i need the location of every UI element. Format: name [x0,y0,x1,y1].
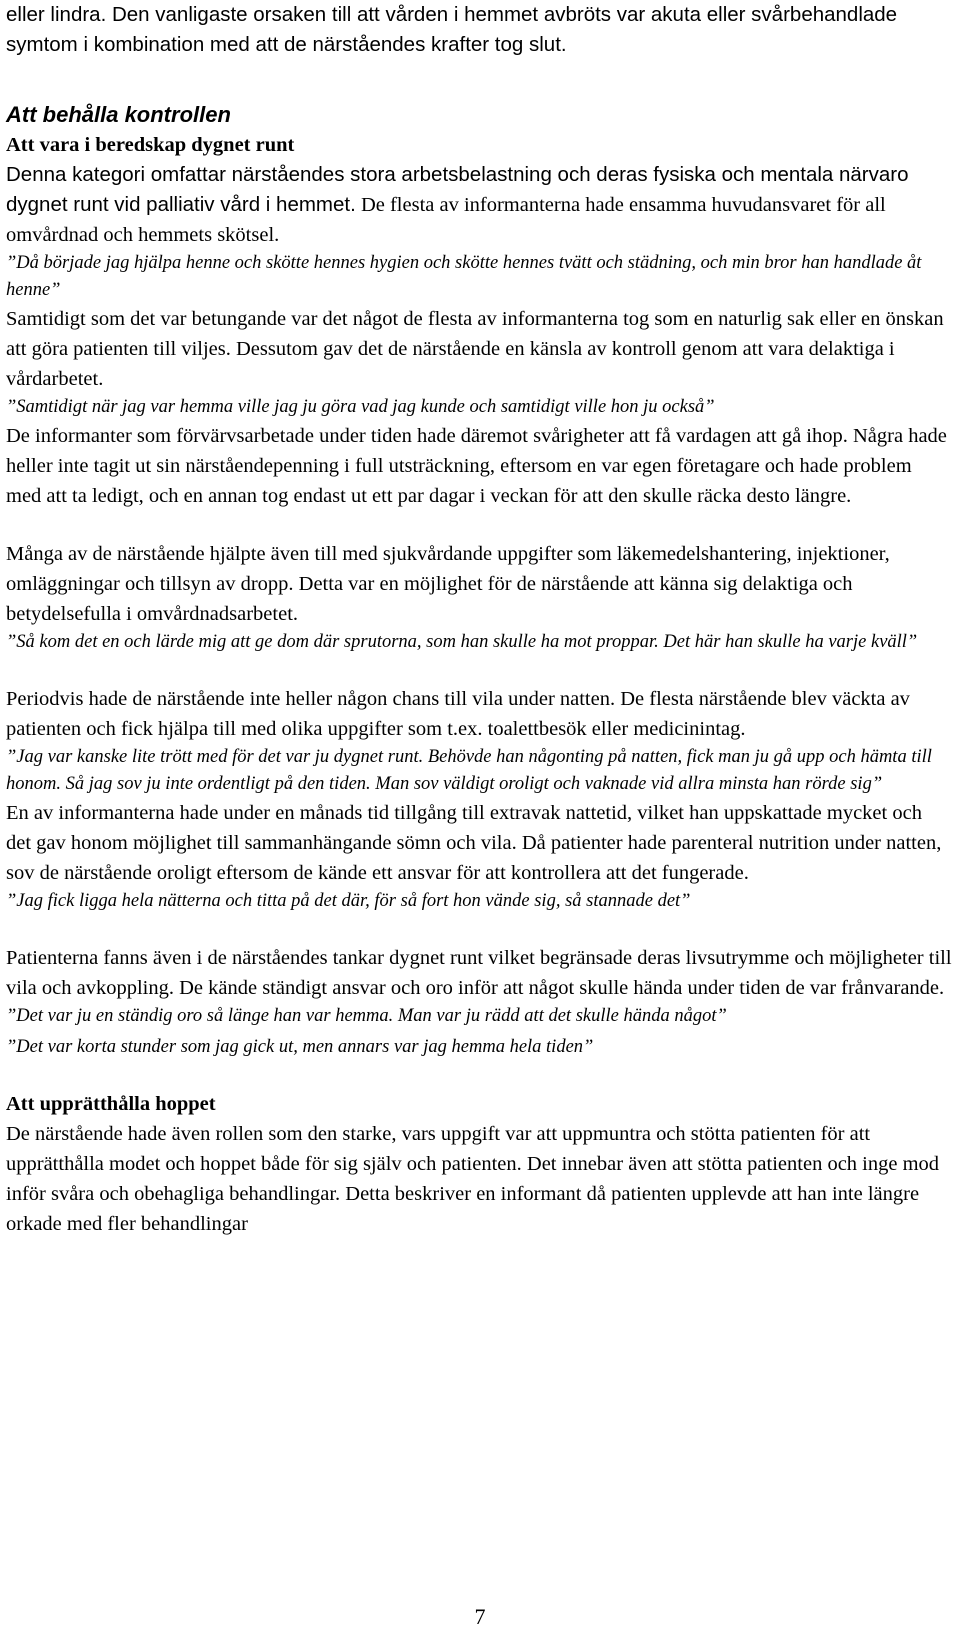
spacer [6,1061,952,1089]
quote: ”Det var ju en ständig oro så länge han var hemma. Man var ju rädd att det skulle hända något” [6,1006,727,1026]
body-text: De flesta av informanterna hade ensamma huvudansvaret för all omvårdnad och hemmets skötsel. [6,194,886,246]
quote: ”Det var korta stunder som jag gick ut, men annars var jag hemma hela tiden” [6,1037,594,1057]
body-text: Då patienter hade parenteral nutrition under natten, sov de närstående oroligt eftersom de kände ett ansvar för att kontrollera att det fungerade. [6,832,942,884]
spacer [6,511,952,539]
page-number: 7 [474,1604,486,1629]
body-text: Detta var en möjlighet för de närstående att känna sig delaktiga och betydelsefulla i omvårdnadsarbetet. [6,573,853,625]
subsection-heading: Att vara i beredskap dygnet runt [6,134,295,156]
continuation-text: eller lindra. Den vanligaste orsaken till att vården i hemmet avbröts var akuta eller svårbehandlade symtom i kombination med att de närståendes krafter tog slut. [6,3,898,56]
body-paragraph [6,1119,952,1239]
body-text: Periodvis hade de närstående inte heller någon chans till vila under natten. [6,688,616,710]
body-text: De närstående hade även rollen som den starke, vars uppgift var att uppmuntra och stötta patienten för att upprätthålla modet och hoppet både för sig själv och patienten. Det innebar även att stötta patienten och inge mod inför svåra och obehagliga behandlingar. Detta beskriver en informant då patienten upplevde att han inte längre orkade med fler behandlingar [6,1123,940,1235]
body-paragraph [6,539,952,629]
body-text: Patienterna fanns även i de närståendes tankar dygnet runt vilket begränsade deras livsutrymme och möjligheter till vila och avkoppling. [6,947,952,999]
document-page [6,0,952,1239]
spacer [6,915,952,943]
body-text: De kände ständigt ansvar och oro inför att något skulle hända under tiden de var frånvarande. [179,977,945,999]
quote: ”Så kom det en och lärde mig att ge dom där sprutorna, som han skulle ha mot proppar. Det här han skulle ha varje kväll” [6,632,918,652]
body-paragraph [6,160,952,250]
body-text: De flesta närstående blev väckta av patienten och fick hjälpa till med olika uppgifter som t.ex. toalettbesök eller medicinintag. [6,688,910,740]
body-text: En av informanterna hade under en månads tid tillgång till extravak nattetid, vilket han uppskattade mycket och det gav honom möjlighet till sammanhängande sömn och vila. [6,802,922,854]
quote: ”Samtidigt när jag var hemma ville jag ju göra vad jag kunde och samtidigt ville hon ju också” [6,397,715,417]
body-text: Många av de närstående hjälpte även till med sjukvårdande uppgifter som läkemedelshantering, injektioner, omläggningar och tillsyn av dropp. [6,543,890,595]
body-paragraph [6,798,952,888]
quote: ”Då började jag hjälpa henne och skötte hennes hygien och skötte hennes tvätt och städning, och min bror han handlade åt henne” [6,253,922,300]
section-heading: Att behålla kontrollen [6,102,231,127]
spacer [6,656,952,684]
subsection-heading: Att upprätthålla hoppet [6,1093,216,1115]
spacer [6,60,952,100]
quote: ”Jag fick ligga hela nätterna och titta på det där, för så fort hon vände sig, så stannade det” [6,891,691,911]
body-text: Samtidigt som det var betungande var det något de flesta av informanterna tog som en naturlig sak eller en önskan att göra patienten till viljes. [6,308,944,360]
body-text: Dessutom gav det de närstående en känsla av kontroll genom att vara delaktiga i vårdarbetet. [6,338,895,390]
continuation-paragraph [6,0,952,60]
body-text-sans: Denna kategori omfattar närståendes stora arbetsbelastning och deras fysiska och mentala närvaro dygnet runt vid palliativ vård i hemmet. [6,163,909,216]
quote: ”Jag var kanske lite trött med för det var ju dygnet runt. Behövde han någonting på natten, fick man ju gå upp och hämta till honom. Så jag sov ju inte ordentligt på den tiden. Man sov väldigt oroligt och vaknade vid allra minsta han rörde sig” [6,747,932,794]
body-paragraph [6,943,952,1003]
body-text: Några hade heller inte tagit ut sin närståendepenning i full utsträckning, eftersom en var egen företagare och hade problem med att ta ledigt, och en annan tog endast ut ett par dagar i veckan för att den skulle räcka desto längre. [6,425,947,507]
body-paragraph [6,684,952,744]
body-paragraph [6,304,952,394]
body-paragraph [6,421,952,511]
body-text: De informanter som förvärvsarbetade under tiden hade däremot svårigheter att få vardagen att gå ihop. [6,425,848,447]
